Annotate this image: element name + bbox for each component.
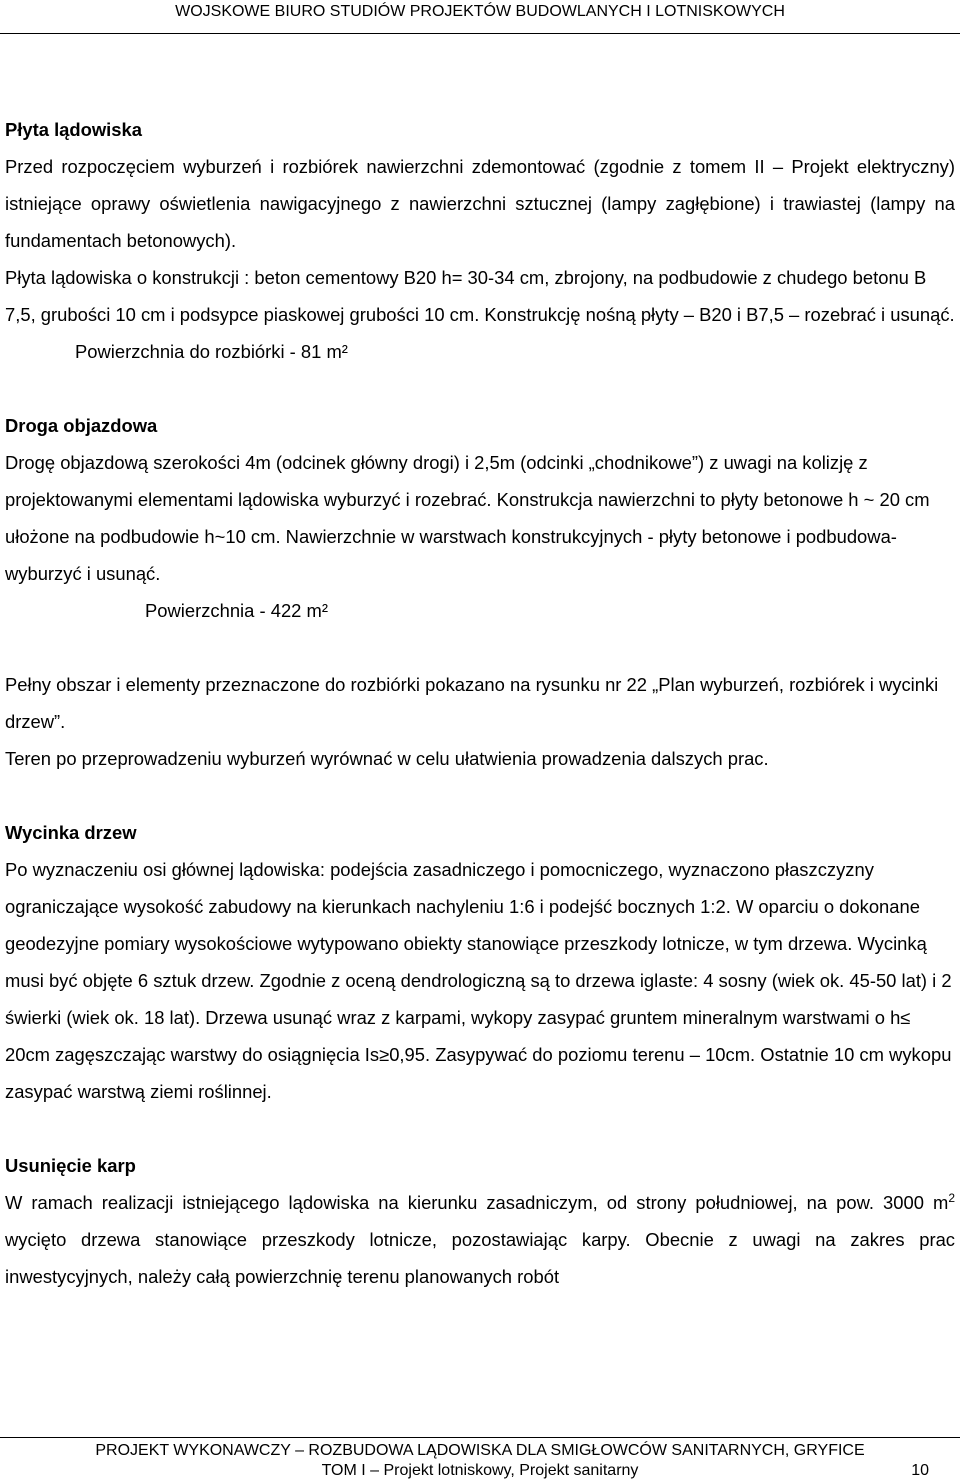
paragraph-ogolne-1: Pełny obszar i elementy przeznaczone do rozbiórki pokazano na rysunku nr 22 „Plan wyburzeń, rozbiórek i wycinki drzew”. [5,674,939,732]
section-heading-plyta: Płyta lądowiska [5,119,142,140]
page-number: 10 [911,1462,929,1479]
paragraph-droga-1: Drogę objazdową szerokości 4m (odcinek główny drogi) i 2,5m (odcinki „chodnikowe”) z uwagi na kolizję z projektowanymi elementami lądowiska wyburzyć i rozebrać. Konstrukcja nawierzchni to płyty betonowe h ~ 20 cm ułożone na podbudowie h~10 cm. Nawierzchnie w warstwach konstrukcyjnych - płyty betonowe i podbudowa- wyburzyć i usunąć. [5,452,930,584]
paragraph-karpy-part-a: W ramach realizacji istniejącego lądowiska na kierunku zasadniczym, od strony południowej, na pow. 3000 m [5,1192,949,1213]
footer-line-1: PROJEKT WYKONAWCZY – ROZBUDOWA LĄDOWISKA DLA SMIGŁOWCÓW SANITARNYCH, GRYFICE [95,1442,865,1459]
spacer [5,370,955,407]
paragraph-karpy-1 [5,1184,955,1295]
paragraph-plyta-2: Płyta lądowiska o konstrukcji : beton cementowy B20 h= 30-34 cm, zbrojony, na podbudowie z chudego betonu B 7,5, grubości 10 cm i podsypce piaskowej grubości 10 cm. Konstrukcję nośną płyty – B20 i B7,5 – rozebrać i usunąć. [5,267,955,325]
header-divider [0,33,960,34]
spacer [5,1110,955,1147]
superscript-2: 2 [948,1190,955,1205]
area-plyta: Powierzchnia do rozbiórki - 81 m² [75,341,348,362]
header-title: WOJSKOWE BIURO STUDIÓW PROJEKTÓW BUDOWLANYCH I LOTNISKOWYCH [175,3,785,20]
footer-line-2-row [0,1461,960,1481]
page-header [0,2,960,22]
spacer [5,777,955,814]
section-heading-droga: Droga objazdowa [5,415,158,436]
footer-line-2: TOM I – Projekt lotniskowy, Projekt sanitarny [321,1462,639,1479]
section-heading-karpy: Usunięcie karp [5,1155,136,1176]
paragraph-ogolne-2: Teren po przeprowadzeniu wyburzeń wyrównać w celu ułatwienia prowadzenia dalszych prac. [5,748,769,769]
paragraph-plyta-1: Przed rozpoczęciem wyburzeń i rozbiórek nawierzchni zdemontować (zgodnie z tomem II – Projekt elektryczny) istniejące oprawy oświetlenia nawigacyjnego z nawierzchni sztucznej (lampy zagłębione) i trawiastej (lampy na fundamentach betonowych). [5,156,955,251]
document-body [5,111,955,1295]
page-footer [0,1441,960,1481]
spacer [5,629,955,666]
section-heading-wycinka: Wycinka drzew [5,822,137,843]
paragraph-karpy-part-b: wycięto drzewa stanowiące przeszkody lotnicze, pozostawiając karpy. Obecnie z uwagi na zakres prac inwestycyjnych, należy całą powierzchnię terenu planowanych robót [5,1229,955,1287]
paragraph-wycinka-1: Po wyznaczeniu osi głównej lądowiska: podejścia zasadniczego i pomocniczego, wyznaczono płaszczyzny ograniczające wysokość zabudowy na kierunkach nachyleniu 1:6 i podejść bocznych 1:2. W oparciu o dokonane geodezyjne pomiary wysokościowe wytypowano obiekty stanowiące przeszkody lotnicze, w tym drzewa. Wycinką musi być objęte 6 sztuk drzew. Zgodnie z oceną dendrologiczną są to drzewa iglaste: 4 sosny (wiek ok. 45-50 lat) i 2 świerki (wiek ok. 18 lat). Drzewa usunąć wraz z karpami, wykopy zasypać gruntem mineralnym warstwami o h≤ 20cm zagęszczając warstwy do osiągnięcia Is≥0,95. Zasypywać do poziomu terenu – 10cm. Ostatnie 10 cm wykopu zasypać warstwą ziemi roślinnej. [5,859,952,1102]
area-droga: Powierzchnia - 422 m² [145,600,328,621]
footer-divider [0,1437,960,1438]
